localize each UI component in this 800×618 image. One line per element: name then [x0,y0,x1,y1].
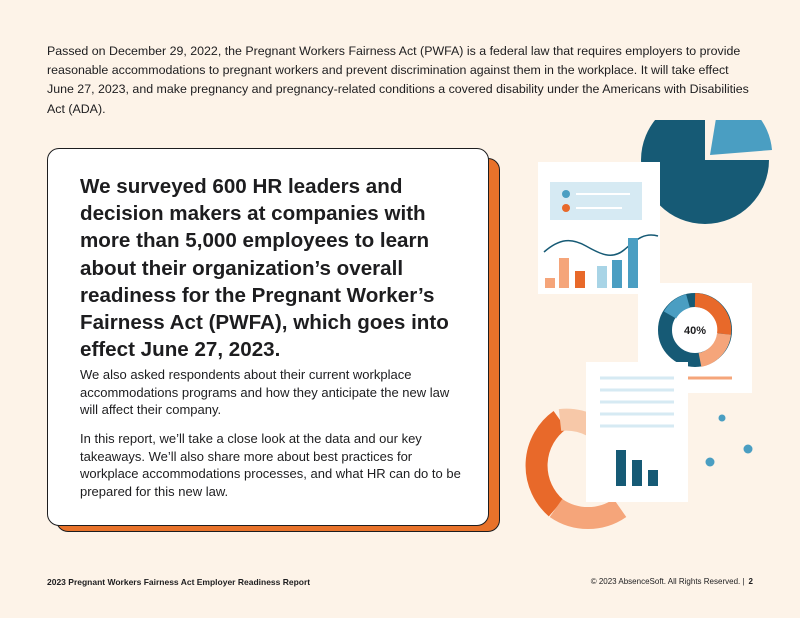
donut-percent-label: 40% [683,325,707,337]
document-card [586,362,688,502]
summary-card [47,148,489,526]
page-number: 2 [748,577,753,586]
footer-report-title: 2023 Pregnant Workers Fairness Act Employer Readiness Report [47,577,311,587]
footer-copyright [591,577,753,586]
card-paragraph-1: We also asked respondents about their current workplace accommodations programs and how they anticipate the new law will affect their company. [80,367,450,418]
intro-paragraph: Passed on December 29, 2022, the Pregnant Workers Fairness Act (PWFA) is a federal law that requires employers to provide reasonable accommodations to pregnant workers and prevent discrimination against them in the workplace. It will take effect June 27, 2023, and make pregnancy and pregnancy-related conditions a covered disability under the Americans with Disabilities Act (ADA). [47,44,749,116]
pie-chart-graphic [641,120,772,224]
copyright-text: © 2023 AbsenceSoft. All Rights Reserved. | [590,577,745,586]
card-paragraph-2: In this report, we’ll take a close look at the data and our key takeaways. We’ll also share more about best practices for workplace accommodations processes, and what HR can do to be prepared for this new law. [80,431,461,499]
bar-chart-card [538,162,660,294]
card-headline: We surveyed 600 HR leaders and decision makers at companies with more than 5,000 employees to learn about their organization’s overall readiness for the Pregnant Worker’s Fairness Act (PWFA), which goes into effect June 27, 2023. [80,175,449,362]
report-illustration [520,120,790,540]
